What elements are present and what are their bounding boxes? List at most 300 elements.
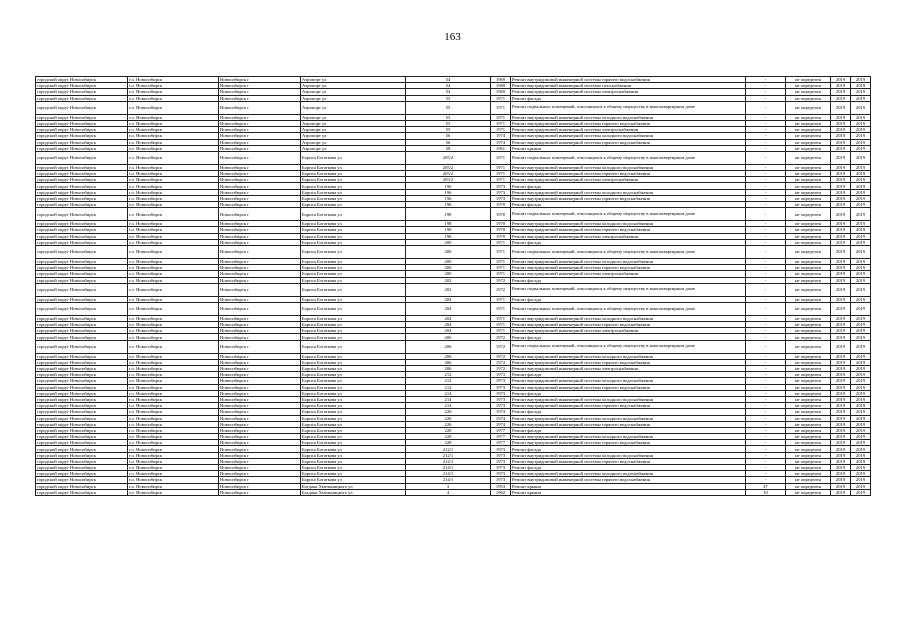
cell-year: 1962 xyxy=(491,489,511,495)
cell-volume: - xyxy=(746,164,786,170)
cell-volume: - xyxy=(746,277,786,283)
cell-volume: - xyxy=(746,384,786,390)
cell-house: 55 xyxy=(406,127,491,133)
cell-start: 2019 xyxy=(831,471,851,477)
cell-city: Новосибирск г xyxy=(219,245,301,258)
cell-settlement-type: г.о. Новосибирск xyxy=(128,171,219,177)
cell-volume: - xyxy=(746,409,786,415)
cell-year: 1977 xyxy=(491,427,511,433)
cell-cost: не определен xyxy=(786,483,831,489)
cell-district: городской округ Новосибирск xyxy=(36,328,128,334)
cell-settlement-type: г.о. Новосибирск xyxy=(128,202,219,208)
cell-settlement-type: г.о. Новосибирск xyxy=(128,283,219,296)
cell-district: городской округ Новосибирск xyxy=(36,434,128,440)
cell-district: городской округ Новосибирск xyxy=(36,378,128,384)
cell-settlement-type: г.о. Новосибирск xyxy=(128,296,219,302)
cell-house: 55 xyxy=(406,114,491,120)
cell-volume: - xyxy=(746,322,786,328)
cell-start: 2019 xyxy=(831,296,851,302)
cell-volume: - xyxy=(746,183,786,189)
cell-work: Ремонт внутридомовой инженерной системы холодного водоснабжения xyxy=(511,114,746,120)
cell-city: Новосибирск г xyxy=(219,183,301,189)
cell-work: Ремонт фасада xyxy=(511,334,746,340)
cell-start: 2019 xyxy=(831,133,851,139)
cell-cost: не определен xyxy=(786,133,831,139)
cell-settlement-type: г.о. Новосибирск xyxy=(128,227,219,233)
cell-district: городской округ Новосибирск xyxy=(36,171,128,177)
cell-end: 2019 xyxy=(851,95,871,101)
cell-end: 2019 xyxy=(851,133,871,139)
cell-start: 2019 xyxy=(831,164,851,170)
cell-year: 1973 xyxy=(491,403,511,409)
cell-work: Ремонт внутридомовой инженерной системы горячего водоснабжения xyxy=(511,440,746,446)
cell-end: 2019 xyxy=(851,384,871,390)
cell-house: 55 xyxy=(406,101,491,114)
cell-street: Бориса Богаткова ул xyxy=(301,359,406,365)
cell-year: 1973 xyxy=(491,183,511,189)
cell-end: 2019 xyxy=(851,434,871,440)
cell-start: 2019 xyxy=(831,283,851,296)
cell-work: Ремонт фасада xyxy=(511,372,746,378)
cell-volume: - xyxy=(746,465,786,471)
cell-district: городской округ Новосибирск xyxy=(36,421,128,427)
cell-house: 54 xyxy=(406,89,491,95)
cell-start: 2019 xyxy=(831,221,851,227)
cell-city: Новосибирск г xyxy=(219,120,301,126)
cell-city: Новосибирск г xyxy=(219,328,301,334)
cell-district: городской округ Новосибирск xyxy=(36,227,128,233)
cell-cost: не определен xyxy=(786,233,831,239)
cell-city: Новосибирск г xyxy=(219,340,301,353)
cell-settlement-type: г.о. Новосибирск xyxy=(128,390,219,396)
cell-start: 2019 xyxy=(831,458,851,464)
cell-city: Новосибирск г xyxy=(219,302,301,315)
cell-end: 2019 xyxy=(851,372,871,378)
cell-start: 2019 xyxy=(831,452,851,458)
cell-district: городской округ Новосибирск xyxy=(36,151,128,164)
cell-cost: не определен xyxy=(786,239,831,245)
cell-city: Новосибирск г xyxy=(219,133,301,139)
cell-settlement-type: г.о. Новосибирск xyxy=(128,120,219,126)
cell-year: 1969 xyxy=(491,77,511,83)
cell-year: 1973 xyxy=(491,378,511,384)
cell-cost: не определен xyxy=(786,89,831,95)
cell-start: 2019 xyxy=(831,390,851,396)
cell-start: 2019 xyxy=(831,177,851,183)
cell-volume: - xyxy=(746,114,786,120)
cell-city: Новосибирск г xyxy=(219,239,301,245)
cell-cost: не определен xyxy=(786,427,831,433)
cell-street: Бориса Богаткова ул xyxy=(301,208,406,221)
cell-volume: - xyxy=(746,440,786,446)
cell-district: городской округ Новосибирск xyxy=(36,452,128,458)
cell-start: 2019 xyxy=(831,315,851,321)
cell-year: 1971 xyxy=(491,258,511,264)
cell-house: 55 xyxy=(406,120,491,126)
cell-start: 2019 xyxy=(831,403,851,409)
cell-end: 2019 xyxy=(851,427,871,433)
cell-settlement-type: г.о. Новосибирск xyxy=(128,366,219,372)
cell-settlement-type: г.о. Новосибирск xyxy=(128,183,219,189)
cell-end: 2019 xyxy=(851,315,871,321)
cell-year: 1970 xyxy=(491,208,511,221)
cell-cost: не определен xyxy=(786,245,831,258)
cell-street: Бориса Богаткова ул xyxy=(301,409,406,415)
cell-district: городской округ Новосибирск xyxy=(36,384,128,390)
cell-cost: не определен xyxy=(786,322,831,328)
cell-end: 2019 xyxy=(851,164,871,170)
cell-cost: не определен xyxy=(786,489,831,495)
cell-end: 2019 xyxy=(851,390,871,396)
cell-street: Бориса Богаткова ул xyxy=(301,477,406,483)
cell-end: 2019 xyxy=(851,378,871,384)
cell-start: 2019 xyxy=(831,434,851,440)
cell-year: 1973 xyxy=(491,189,511,195)
cell-city: Новосибирск г xyxy=(219,452,301,458)
cell-end: 2019 xyxy=(851,403,871,409)
cell-city: Новосибирск г xyxy=(219,440,301,446)
cell-district: городской округ Новосибирск xyxy=(36,114,128,120)
cell-year: 1973 xyxy=(491,446,511,452)
cell-volume: - xyxy=(746,202,786,208)
cell-settlement-type: г.о. Новосибирск xyxy=(128,477,219,483)
cell-street: Бориса Богаткова ул xyxy=(301,403,406,409)
cell-cost: не определен xyxy=(786,440,831,446)
cell-district: городской округ Новосибирск xyxy=(36,183,128,189)
cell-cost: не определен xyxy=(786,202,831,208)
cell-city: Новосибирск г xyxy=(219,322,301,328)
cell-end: 2019 xyxy=(851,177,871,183)
cell-street: Бориса Богаткова ул xyxy=(301,315,406,321)
cell-work: Ремонт внутридомовой инженерной системы холодного водоснабжения xyxy=(511,415,746,421)
cell-house: 55 xyxy=(406,95,491,101)
cell-start: 2019 xyxy=(831,277,851,283)
cell-city: Новосибирск г xyxy=(219,83,301,89)
cell-settlement-type: г.о. Новосибирск xyxy=(128,271,219,277)
cell-year: 1971 xyxy=(491,101,511,114)
cell-volume: - xyxy=(746,372,786,378)
cell-settlement-type: г.о. Новосибирск xyxy=(128,151,219,164)
cell-city: Новосибирск г xyxy=(219,265,301,271)
cell-work: Ремонт внутридомовой инженерной системы холодного водоснабжения xyxy=(511,378,746,384)
cell-volume: - xyxy=(746,427,786,433)
cell-volume: - xyxy=(746,265,786,271)
cell-street: Богдана Хмельницкого ул xyxy=(301,483,406,489)
cell-start: 2019 xyxy=(831,114,851,120)
cell-district: городской округ Новосибирск xyxy=(36,133,128,139)
cell-city: Новосибирск г xyxy=(219,145,301,151)
cell-volume: - xyxy=(746,328,786,334)
cell-volume: - xyxy=(746,151,786,164)
cell-city: Новосибирск г xyxy=(219,95,301,101)
cell-district: городской округ Новосибирск xyxy=(36,83,128,89)
cell-house: 204 xyxy=(406,322,491,328)
table-body xyxy=(36,77,871,496)
cell-cost: не определен xyxy=(786,77,831,83)
cell-settlement-type: г.о. Новосибирск xyxy=(128,465,219,471)
cell-house: 56 xyxy=(406,139,491,145)
cell-work: Ремонт внутридомовой инженерной системы горячего водоснабжения xyxy=(511,403,746,409)
cell-district: городской округ Новосибирск xyxy=(36,245,128,258)
cell-volume: - xyxy=(746,415,786,421)
cell-settlement-type: г.о. Новосибирск xyxy=(128,328,219,334)
cell-cost: не определен xyxy=(786,177,831,183)
cell-work: Ремонт внутридомовой инженерной системы горячего водоснабжения xyxy=(511,171,746,177)
cell-end: 2019 xyxy=(851,227,871,233)
cell-district: городской округ Новосибирск xyxy=(36,396,128,402)
cell-year: 1972 xyxy=(491,283,511,296)
cell-work: Ремонт внутридомовой инженерной системы холодного водоснабжения xyxy=(511,471,746,477)
cell-cost: не определен xyxy=(786,458,831,464)
cell-start: 2019 xyxy=(831,421,851,427)
cell-settlement-type: г.о. Новосибирск xyxy=(128,139,219,145)
cell-district: городской округ Новосибирск xyxy=(36,315,128,321)
cell-work: Ремонт фасада xyxy=(511,202,746,208)
cell-year: 1971 xyxy=(491,164,511,170)
cell-volume: - xyxy=(746,208,786,221)
cell-street: Аэропорт ул xyxy=(301,120,406,126)
cell-volume: - xyxy=(746,302,786,315)
cell-work: Ремонт внутридомовой инженерной системы горячего водоснабжения xyxy=(511,458,746,464)
cell-year: 1970 xyxy=(491,227,511,233)
cell-end: 2019 xyxy=(851,421,871,427)
cell-year: 1972 xyxy=(491,340,511,353)
cell-end: 2019 xyxy=(851,189,871,195)
cell-cost: не определен xyxy=(786,114,831,120)
cell-volume: - xyxy=(746,120,786,126)
cell-year: 1970 xyxy=(491,233,511,239)
cell-end: 2019 xyxy=(851,359,871,365)
cell-house: 200 xyxy=(406,245,491,258)
cell-end: 2019 xyxy=(851,489,871,495)
cell-district: городской округ Новосибирск xyxy=(36,340,128,353)
cell-volume: - xyxy=(746,83,786,89)
cell-city: Новосибирск г xyxy=(219,77,301,83)
cell-work: Ремонт внутридомовой инженерной системы холодного водоснабжения xyxy=(511,133,746,139)
cell-street: Бориса Богаткова ул xyxy=(301,458,406,464)
cell-volume: - xyxy=(746,133,786,139)
cell-settlement-type: г.о. Новосибирск xyxy=(128,265,219,271)
cell-city: Новосибирск г xyxy=(219,415,301,421)
cell-work: Ремонт фасада xyxy=(511,409,746,415)
cell-house: 56 xyxy=(406,133,491,139)
cell-settlement-type: г.о. Новосибирск xyxy=(128,359,219,365)
cell-house: 214/1 xyxy=(406,471,491,477)
cell-house: 4 xyxy=(406,489,491,495)
cell-cost: не определен xyxy=(786,139,831,145)
cell-house: 54 xyxy=(406,83,491,89)
cell-cost: не определен xyxy=(786,372,831,378)
cell-cost: не определен xyxy=(786,396,831,402)
cell-volume: - xyxy=(746,477,786,483)
cell-cost: не определен xyxy=(786,477,831,483)
cell-work: Ремонт подвальных помещений, относящихся к общему имуществу в многоквартирном доме xyxy=(511,151,746,164)
cell-year: 1973 xyxy=(491,195,511,201)
cell-house: 204 xyxy=(406,296,491,302)
cell-start: 2019 xyxy=(831,95,851,101)
cell-city: Новосибирск г xyxy=(219,195,301,201)
cell-street: Бориса Богаткова ул xyxy=(301,328,406,334)
cell-cost: не определен xyxy=(786,415,831,421)
cell-end: 2019 xyxy=(851,409,871,415)
cell-end: 2019 xyxy=(851,477,871,483)
cell-year: 1971 xyxy=(491,296,511,302)
cell-year: 1972 xyxy=(491,277,511,283)
cell-city: Новосибирск г xyxy=(219,89,301,95)
cell-end: 2019 xyxy=(851,471,871,477)
cell-work: Ремонт подвальных помещений, относящихся к общему имуществу в многоквартирном доме xyxy=(511,302,746,315)
cell-year: 1973 xyxy=(491,396,511,402)
cell-start: 2019 xyxy=(831,366,851,372)
cell-house: 205/2 xyxy=(406,177,491,183)
cell-start: 2019 xyxy=(831,483,851,489)
cell-end: 2019 xyxy=(851,221,871,227)
cell-work: Ремонт внутридомовой инженерной системы газоснабжения xyxy=(511,83,746,89)
cell-year: 1971 xyxy=(491,120,511,126)
cell-district: городской округ Новосибирск xyxy=(36,403,128,409)
cell-district: городской округ Новосибирск xyxy=(36,208,128,221)
cell-cost: не определен xyxy=(786,271,831,277)
cell-house: 200 xyxy=(406,239,491,245)
cell-work: Ремонт внутридомовой инженерной системы горячего водоснабжения xyxy=(511,265,746,271)
cell-cost: не определен xyxy=(786,171,831,177)
cell-year: 1971 xyxy=(491,302,511,315)
cell-end: 2019 xyxy=(851,83,871,89)
cell-house: 204 xyxy=(406,302,491,315)
cell-cost: не определен xyxy=(786,221,831,227)
cell-settlement-type: г.о. Новосибирск xyxy=(128,440,219,446)
cell-work: Ремонт внутридомовой инженерной системы электроснабжения xyxy=(511,127,746,133)
cell-house: 226 xyxy=(406,409,491,415)
cell-end: 2019 xyxy=(851,195,871,201)
cell-city: Новосибирск г xyxy=(219,315,301,321)
cell-year: 1971 xyxy=(491,322,511,328)
cell-volume: - xyxy=(746,171,786,177)
cell-house: 196 xyxy=(406,183,491,189)
cell-volume: - xyxy=(746,296,786,302)
cell-house: 214 xyxy=(406,403,491,409)
cell-year: 1970 xyxy=(491,202,511,208)
cell-work: Ремонт внутридомовой инженерной системы электроснабжения xyxy=(511,328,746,334)
cell-cost: не определен xyxy=(786,164,831,170)
cell-street: Бориса Богаткова ул xyxy=(301,189,406,195)
cell-cost: не определен xyxy=(786,258,831,264)
cell-work: Ремонт внутридомовой инженерной системы холодного водоснабжения xyxy=(511,315,746,321)
cell-district: городской округ Новосибирск xyxy=(36,77,128,83)
cell-work: Ремонт внутридомовой инженерной системы холодного водоснабжения xyxy=(511,258,746,264)
cell-start: 2019 xyxy=(831,258,851,264)
cell-volume: - xyxy=(746,177,786,183)
cell-settlement-type: г.о. Новосибирск xyxy=(128,195,219,201)
cell-city: Новосибирск г xyxy=(219,427,301,433)
cell-district: городской округ Новосибирск xyxy=(36,283,128,296)
cell-start: 2019 xyxy=(831,120,851,126)
cell-street: Бориса Богаткова ул xyxy=(301,471,406,477)
cell-volume: - xyxy=(746,403,786,409)
cell-house: 204 xyxy=(406,315,491,321)
cell-work: Ремонт внутридомовой инженерной системы горячего водоснабжения xyxy=(511,477,746,483)
cell-house: 204 xyxy=(406,328,491,334)
cell-settlement-type: г.о. Новосибирск xyxy=(128,340,219,353)
cell-district: городской округ Новосибирск xyxy=(36,195,128,201)
cell-end: 2019 xyxy=(851,452,871,458)
cell-city: Новосибирск г xyxy=(219,465,301,471)
cell-district: городской округ Новосибирск xyxy=(36,446,128,452)
cell-house: 212/1 xyxy=(406,458,491,464)
cell-start: 2019 xyxy=(831,145,851,151)
cell-start: 2019 xyxy=(831,195,851,201)
cell-street: Бориса Богаткова ул xyxy=(301,378,406,384)
cell-settlement-type: г.о. Новосибирск xyxy=(128,239,219,245)
cell-volume: - xyxy=(746,189,786,195)
cell-cost: не определен xyxy=(786,452,831,458)
cell-house: 196 xyxy=(406,189,491,195)
cell-street: Бориса Богаткова ул xyxy=(301,164,406,170)
cell-house: 198 xyxy=(406,233,491,239)
cell-street: Богдана Хмельницкого ул xyxy=(301,489,406,495)
cell-volume: - xyxy=(746,145,786,151)
cell-district: городской округ Новосибирск xyxy=(36,271,128,277)
cell-city: Новосибирск г xyxy=(219,221,301,227)
cell-start: 2019 xyxy=(831,127,851,133)
cell-settlement-type: г.о. Новосибирск xyxy=(128,372,219,378)
cell-start: 2019 xyxy=(831,446,851,452)
cell-year: 1971 xyxy=(491,127,511,133)
cell-street: Бориса Богаткова ул xyxy=(301,239,406,245)
cell-house: 205/2 xyxy=(406,171,491,177)
cell-house: 202 xyxy=(406,283,491,296)
cell-city: Новосибирск г xyxy=(219,403,301,409)
cell-year: 1977 xyxy=(491,434,511,440)
cell-cost: не определен xyxy=(786,378,831,384)
cell-year: 1973 xyxy=(491,477,511,483)
cell-work: Ремонт внутридомовой инженерной системы электроснабжения xyxy=(511,177,746,183)
cell-start: 2019 xyxy=(831,427,851,433)
cell-end: 2019 xyxy=(851,145,871,151)
cell-street: Бориса Богаткова ул xyxy=(301,202,406,208)
cell-street: Бориса Богаткова ул xyxy=(301,390,406,396)
cell-street: Аэропорт ул xyxy=(301,95,406,101)
cell-end: 2019 xyxy=(851,353,871,359)
cell-street: Бориса Богаткова ул xyxy=(301,384,406,390)
cell-volume: - xyxy=(746,195,786,201)
cell-street: Бориса Богаткова ул xyxy=(301,446,406,452)
cell-city: Новосибирск г xyxy=(219,127,301,133)
cell-street: Аэропорт ул xyxy=(301,127,406,133)
cell-year: 1971 xyxy=(491,151,511,164)
cell-start: 2019 xyxy=(831,378,851,384)
cell-street: Бориса Богаткова ул xyxy=(301,372,406,378)
cell-volume: - xyxy=(746,283,786,296)
cell-city: Новосибирск г xyxy=(219,378,301,384)
cell-year: 1971 xyxy=(491,245,511,258)
cell-district: городской округ Новосибирск xyxy=(36,483,128,489)
cell-city: Новосибирск г xyxy=(219,171,301,177)
cell-district: городской округ Новосибирск xyxy=(36,458,128,464)
cell-work: Ремонт внутридомовой инженерной системы холодного водоснабжения xyxy=(511,396,746,402)
cell-street: Бориса Богаткова ул xyxy=(301,427,406,433)
cell-volume: - xyxy=(746,315,786,321)
cell-street: Бориса Богаткова ул xyxy=(301,265,406,271)
cell-work: Ремонт внутридомовой инженерной системы горячего водоснабжения xyxy=(511,384,746,390)
cell-city: Новосибирск г xyxy=(219,483,301,489)
cell-year: 1971 xyxy=(491,177,511,183)
cell-year: 1973 xyxy=(491,384,511,390)
cell-settlement-type: г.о. Новосибирск xyxy=(128,452,219,458)
cell-year: 1971 xyxy=(491,171,511,177)
cell-district: городской округ Новосибирск xyxy=(36,359,128,365)
cell-cost: не определен xyxy=(786,465,831,471)
